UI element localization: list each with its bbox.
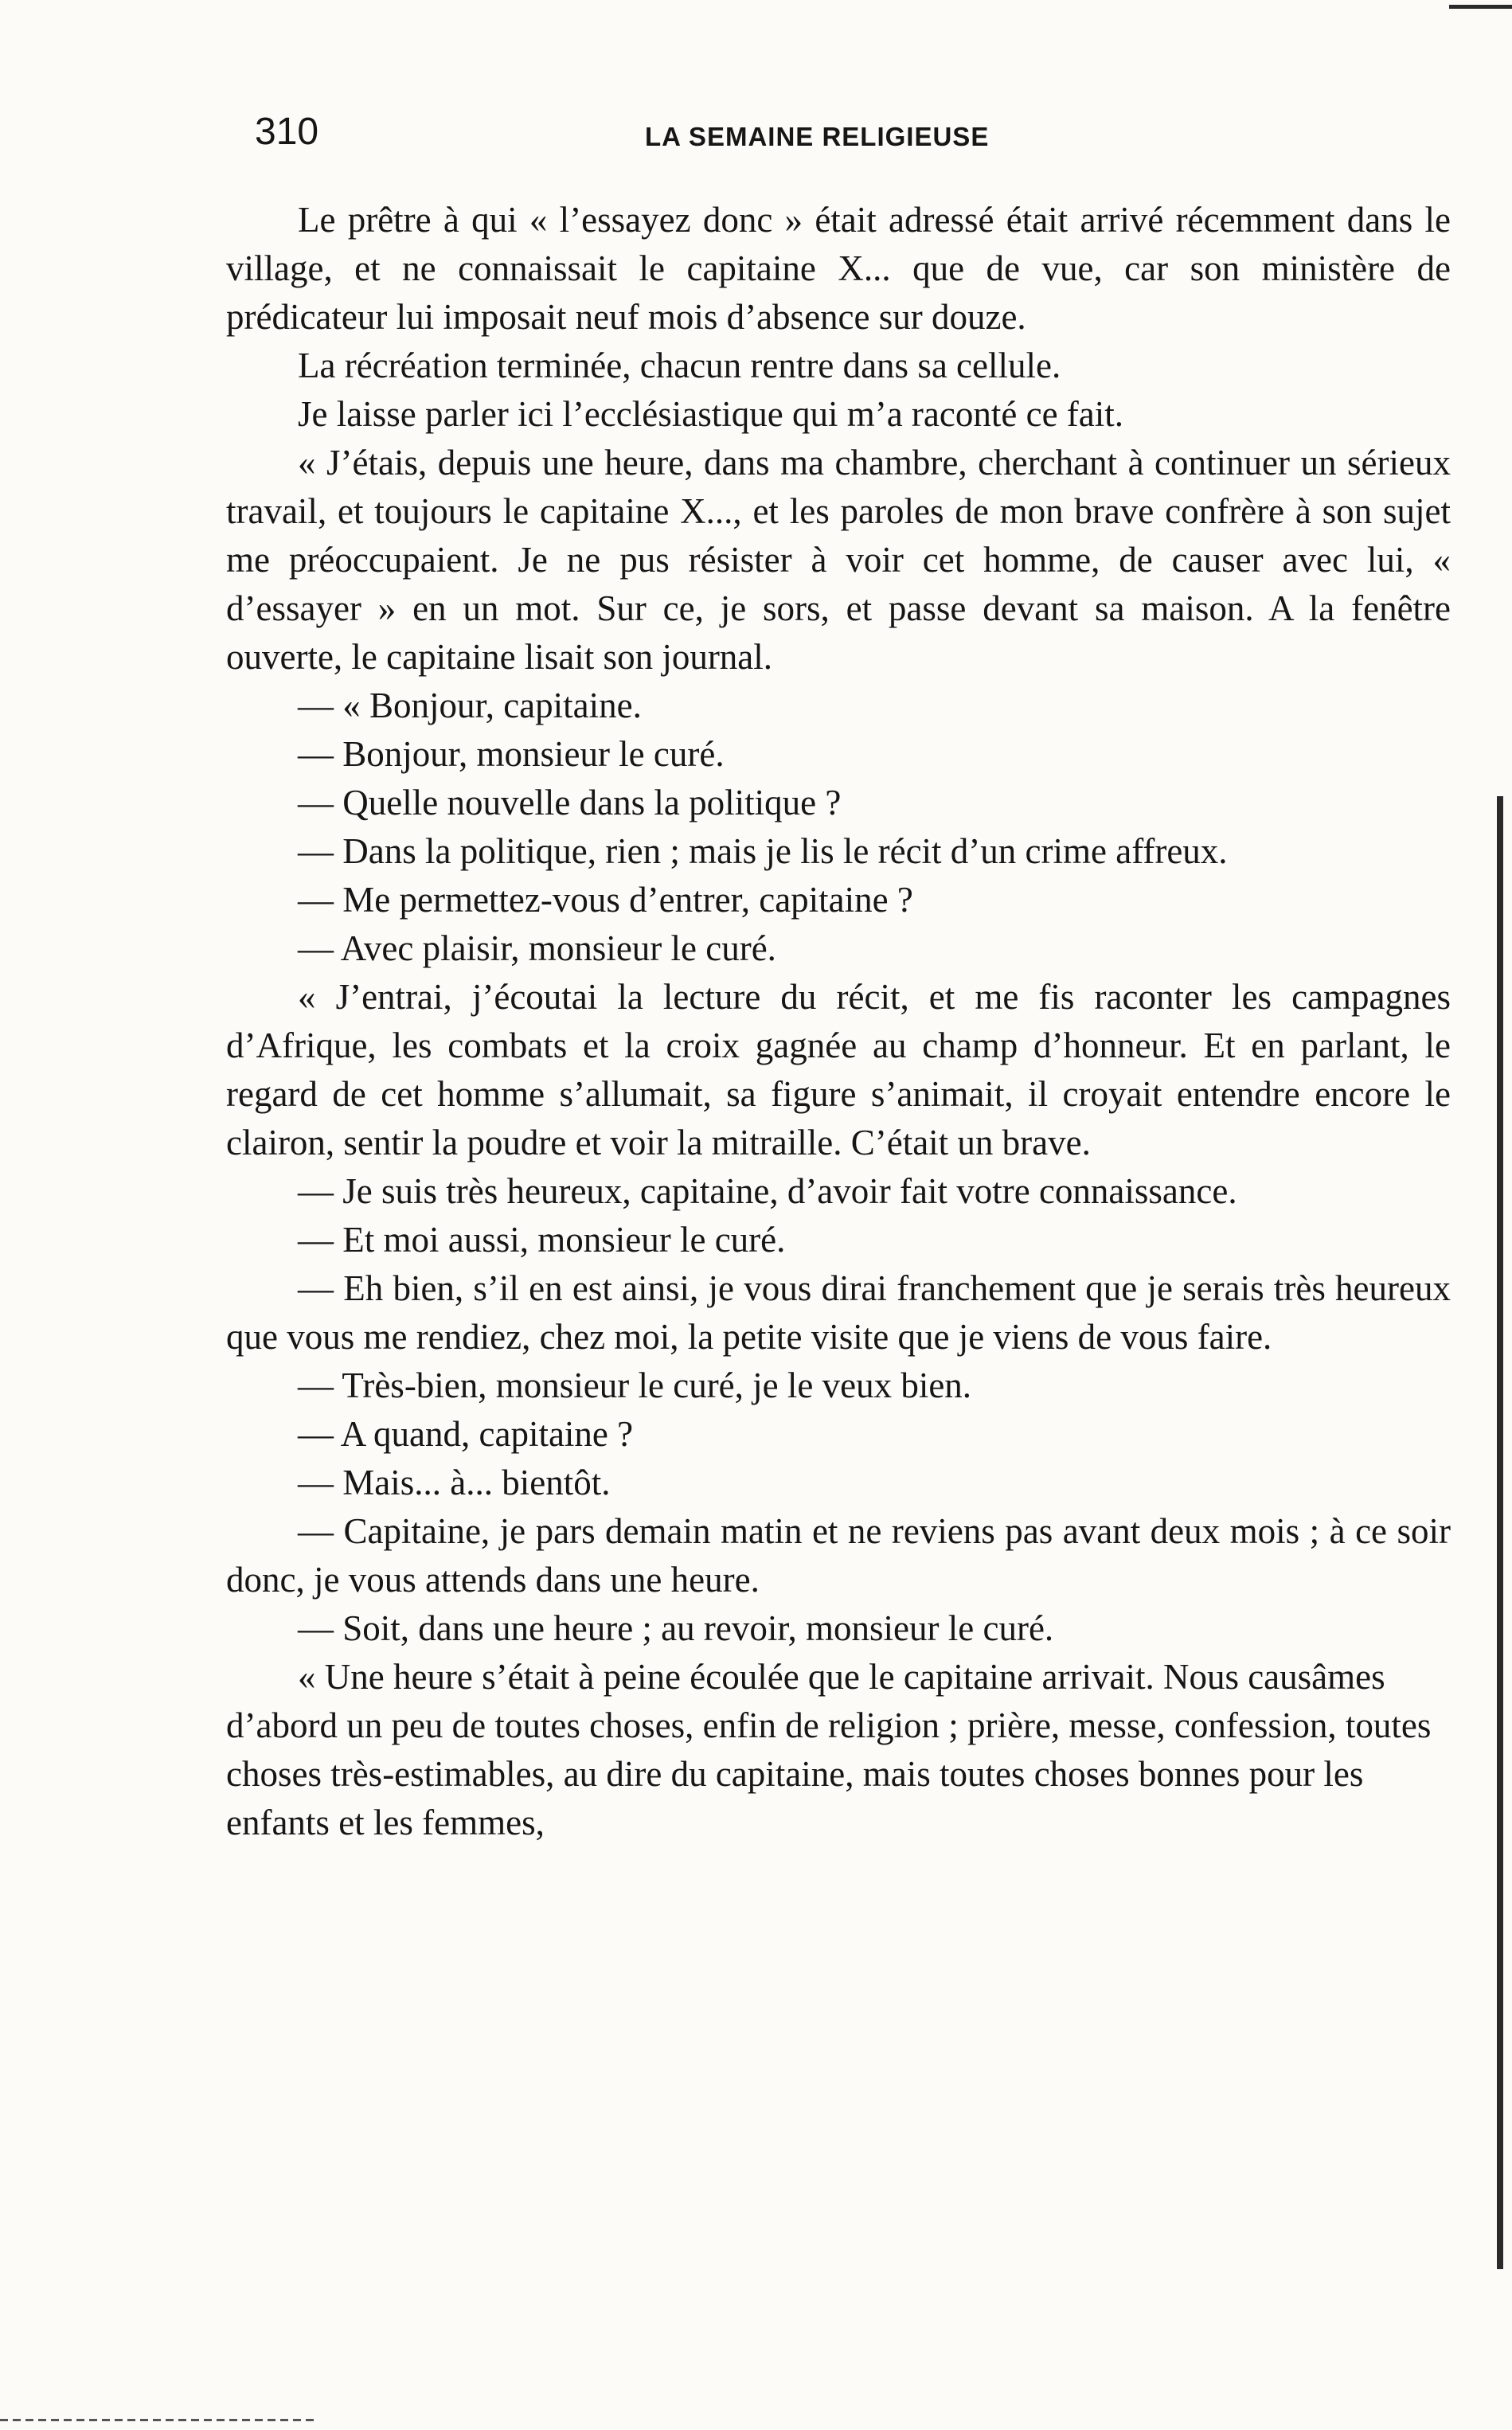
dialogue-line: — Quelle nouvelle dans la politique ? <box>298 783 842 822</box>
paragraph: Je laisse parler ici l’ecclésiastique qui m’a raconté ce fait. <box>298 394 1123 434</box>
dialogue-line: — Soit, dans une heure ; au revoir, monsieur le curé. <box>298 1608 1054 1648</box>
bottom-dotted-mark <box>0 2419 318 2421</box>
dialogue-line: — A quand, capitaine ? <box>298 1414 634 1454</box>
dialogue-line: — Eh bien, s’il en est ainsi, je vous dirai franchement que je serais très heureux que vous me rendiez, chez moi, la petite visite que je viens de vous faire. <box>226 1268 1451 1357</box>
paragraph: « Une heure s’était à peine écoulée que le capitaine arrivait. Nous causâmes d’abord un peu de toutes choses, enfin de religion ; prière, messe, confession, toutes choses très-estimables, au dire du capitaine, mais toutes choses bonnes pour les enfants et les femmes, <box>226 1657 1432 1842</box>
dialogue-line: — Dans la politique, rien ; mais je lis le récit d’un crime affreux. <box>298 831 1228 871</box>
dialogue-line: — Capitaine, je pars demain matin et ne reviens pas avant deux mois ; à ce soir donc, je vous attends dans une heure. <box>226 1511 1451 1600</box>
dialogue-line: — Et moi aussi, monsieur le curé. <box>298 1220 786 1260</box>
page-header <box>255 108 1433 164</box>
paragraph: « J’étais, depuis une heure, dans ma chambre, cherchant à continuer un sérieux travail, et toujours le capitaine X..., et les paroles de mon brave confrère à son sujet me préoccupaient. Je ne pus résister à voir cet homme, de causer avec lui, « d’essayer » en un mot. Sur ce, je sors, et passe devant sa maison. A la fenêtre ouverte, le capitaine lisait son journal. <box>226 443 1451 677</box>
paragraph: La récréation terminée, chacun rentre dans sa cellule. <box>298 346 1061 385</box>
dialogue-line: — « Bonjour, capitaine. <box>298 686 642 725</box>
page-body <box>226 196 1451 1847</box>
running-title: LA SEMAINE RELIGIEUSE <box>645 122 990 151</box>
dialogue-line: — Je suis très heureux, capitaine, d’avoir fait votre connaissance. <box>298 1171 1237 1211</box>
page-number: 310 <box>255 111 319 153</box>
page-edge-shadow <box>1497 796 1503 2269</box>
page-edge-mark <box>1449 5 1512 9</box>
dialogue-line: — Mais... à... bientôt. <box>298 1463 611 1502</box>
paragraph: « J’entrai, j’écoutai la lecture du récit, et me fis raconter les campagnes d’Afrique, les combats et la croix gagnée au champ d’honneur. Et en parlant, le regard de cet homme s’allumait, sa figure s’animait, il croyait entendre encore le clairon, sentir la poudre et voir la mitraille. C’était un brave. <box>226 977 1451 1162</box>
dialogue-line: — Me permettez-vous d’entrer, capitaine ? <box>298 880 913 920</box>
dialogue-line: — Bonjour, monsieur le curé. <box>298 734 725 774</box>
dialogue-line: — Avec plaisir, monsieur le curé. <box>298 928 776 968</box>
paragraph: Le prêtre à qui « l’essayez donc » était adressé était arrivé récemment dans le village, et ne connaissait le capitaine X... que de vue, car son ministère de prédicateur lui imposait neuf mois d’absence sur douze. <box>226 200 1451 337</box>
dialogue-line: — Très-bien, monsieur le curé, je le veux bien. <box>298 1365 972 1405</box>
